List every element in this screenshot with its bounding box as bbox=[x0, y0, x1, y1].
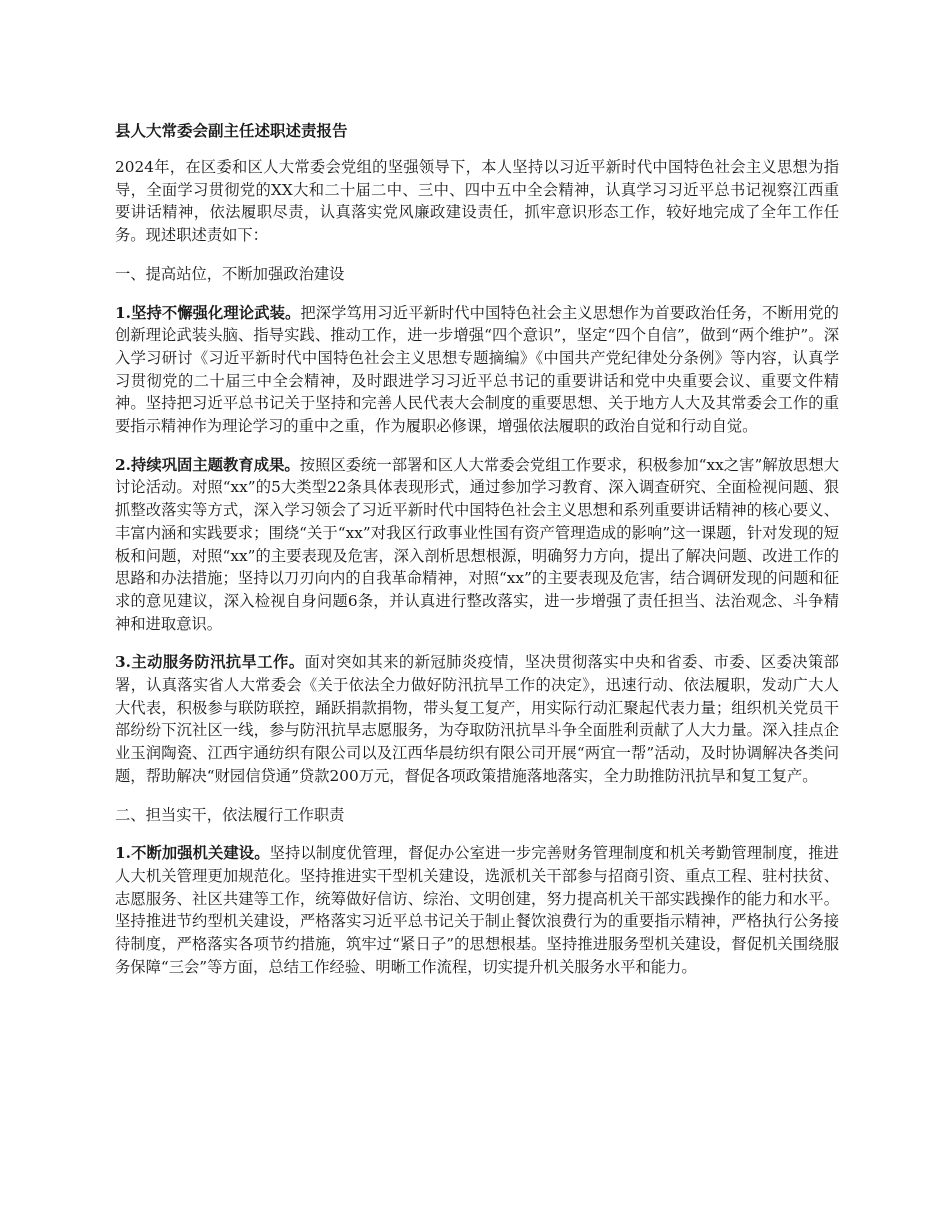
item-lead: 1.不断加强机关建设。 bbox=[115, 844, 270, 863]
item-lead: 2.持续巩固主题教育成果。 bbox=[115, 455, 300, 474]
item-lead: 3.主动服务防汛抗旱工作。 bbox=[115, 653, 305, 672]
item-body: 按照区委统一部署和区人大常委会党组工作要求，积极参加“xx之害”解放思想大讨论活动。对照“xx”的5大类型22条具体表现形式，通过参加学习教育、深入调查研究、全面检视问题、狠抓整改落实等方式，深入学习领会了习近平新时代中国特色社会主义思想和系列重要讲话精神的核心要义、丰富内涵和实践要求；围绕“关于“xx”对我区行政事业性国有资产管理造成的影响”这一课题，针对发现的短板和问题，对照“xx”的主要表现及危害，深入剖析思想根源，明确努力方向，提出了解决问题、改进工作的思路和办法措施；坚持以刀刃向内的自我革命精神，对照“xx”的主要表现及危害，结合调研发现的问题和征求的意见建议，深入检视自身问题6条，并认真进行整改落实，进一步增强了责任担当、法治观念、斗争精神和进取意识。 bbox=[115, 455, 839, 633]
section-1-item-2 bbox=[115, 454, 839, 636]
item-lead: 1.坚持不懈强化理论武装。 bbox=[115, 303, 301, 322]
section-heading-1: 一、提高站位，不断加强政治建设 bbox=[115, 264, 345, 283]
section-2-item-1 bbox=[115, 842, 839, 978]
document-title: 县人大常委会副主任述职述责报告 bbox=[115, 121, 348, 140]
item-body: 坚持以制度优管理，督促办公室进一步完善财务管理制度和机关考勤管理制度，推进人大机关管理更加规范化。坚持推进实干型机关建设，选派机关干部参与招商引资、重点工程、驻村扶贫、志愿服务、社区共建等工作，统筹做好信访、综治、文明创建，努力提高机关干部实践操作的能力和水平。坚持推进节约型机关建设，严格落实习近平总书记关于制止餐饮浪费行为的重要指示精神，严格执行公务接待制度，严格落实各项节约措施，筑牢过“紧日子”的思想根基。坚持推进服务型机关建设，督促机关围绕服务保障“三会”等方面，总结工作经验、明晰工作流程，切实提升机关服务水平和能力。 bbox=[115, 844, 839, 976]
section-1-item-3 bbox=[115, 651, 839, 787]
intro-paragraph: 2024年，在区委和区人大常委会党组的坚强领导下，本人坚持以习近平新时代中国特色社会主义思想为指导，全面学习贯彻党的XX大和二十届二中、三中、四中五中全会精神，认真学习习近平总书记视察江西重要讲话精神，依法履职尽责，认真落实党风廉政建设责任，抓牢意识形态工作，较好地完成了全年工作任务。现述职述责如下： bbox=[115, 158, 839, 245]
item-body: 面对突如其来的新冠肺炎疫情，坚决贯彻落实中央和省委、市委、区委决策部署，认真落实省人大常委会《关于依法全力做好防汛抗旱工作的决定》，迅速行动、依法履职，发动广大人大代表，积极参与联防联控，踊跃捐款捐物，带头复工复产，用实际行动汇聚起代表力量；组织机关党员干部纷纷下沉社区一线，参与防汛抗旱志愿服务，为夺取防汛抗旱斗争全面胜利贡献了人大力量。深入挂点企业玉润陶瓷、江西宇通纺织有限公司以及江西华晨纺织有限公司开展“两宜一帮”活动，及时协调解决各类问题，帮助解决“财园信贷通”贷款200万元，督促各项政策措施落地落实，全力助推防汛抗旱和复工复产。 bbox=[115, 653, 839, 785]
section-1-item-1 bbox=[115, 302, 839, 438]
item-body: 把深学笃用习近平新时代中国特色社会主义思想作为首要政治任务，不断用党的创新理论武装头脑、指导实践、推动工作，进一步增强“四个意识”，坚定“四个自信”，做到“两个维护”。深入学习研讨《习近平新时代中国特色社会主义思想专题摘编》《中国共产党纪律处分条例》等内容，认真学习贯彻党的二十届三中全会精神，及时跟进学习习近平总书记的重要讲话和党中央重要会议、重要文件精神。坚持把习近平总书记关于坚持和完善人民代表大会制度的重要思想、关于地方人大及其常委会工作的重要指示精神作为理论学习的重中之重，作为履职必修课，增强依法履职的政治自觉和行动自觉。 bbox=[115, 303, 839, 436]
section-heading-2: 二、担当实干，依法履行工作职责 bbox=[115, 805, 345, 824]
document-page bbox=[115, 120, 839, 995]
